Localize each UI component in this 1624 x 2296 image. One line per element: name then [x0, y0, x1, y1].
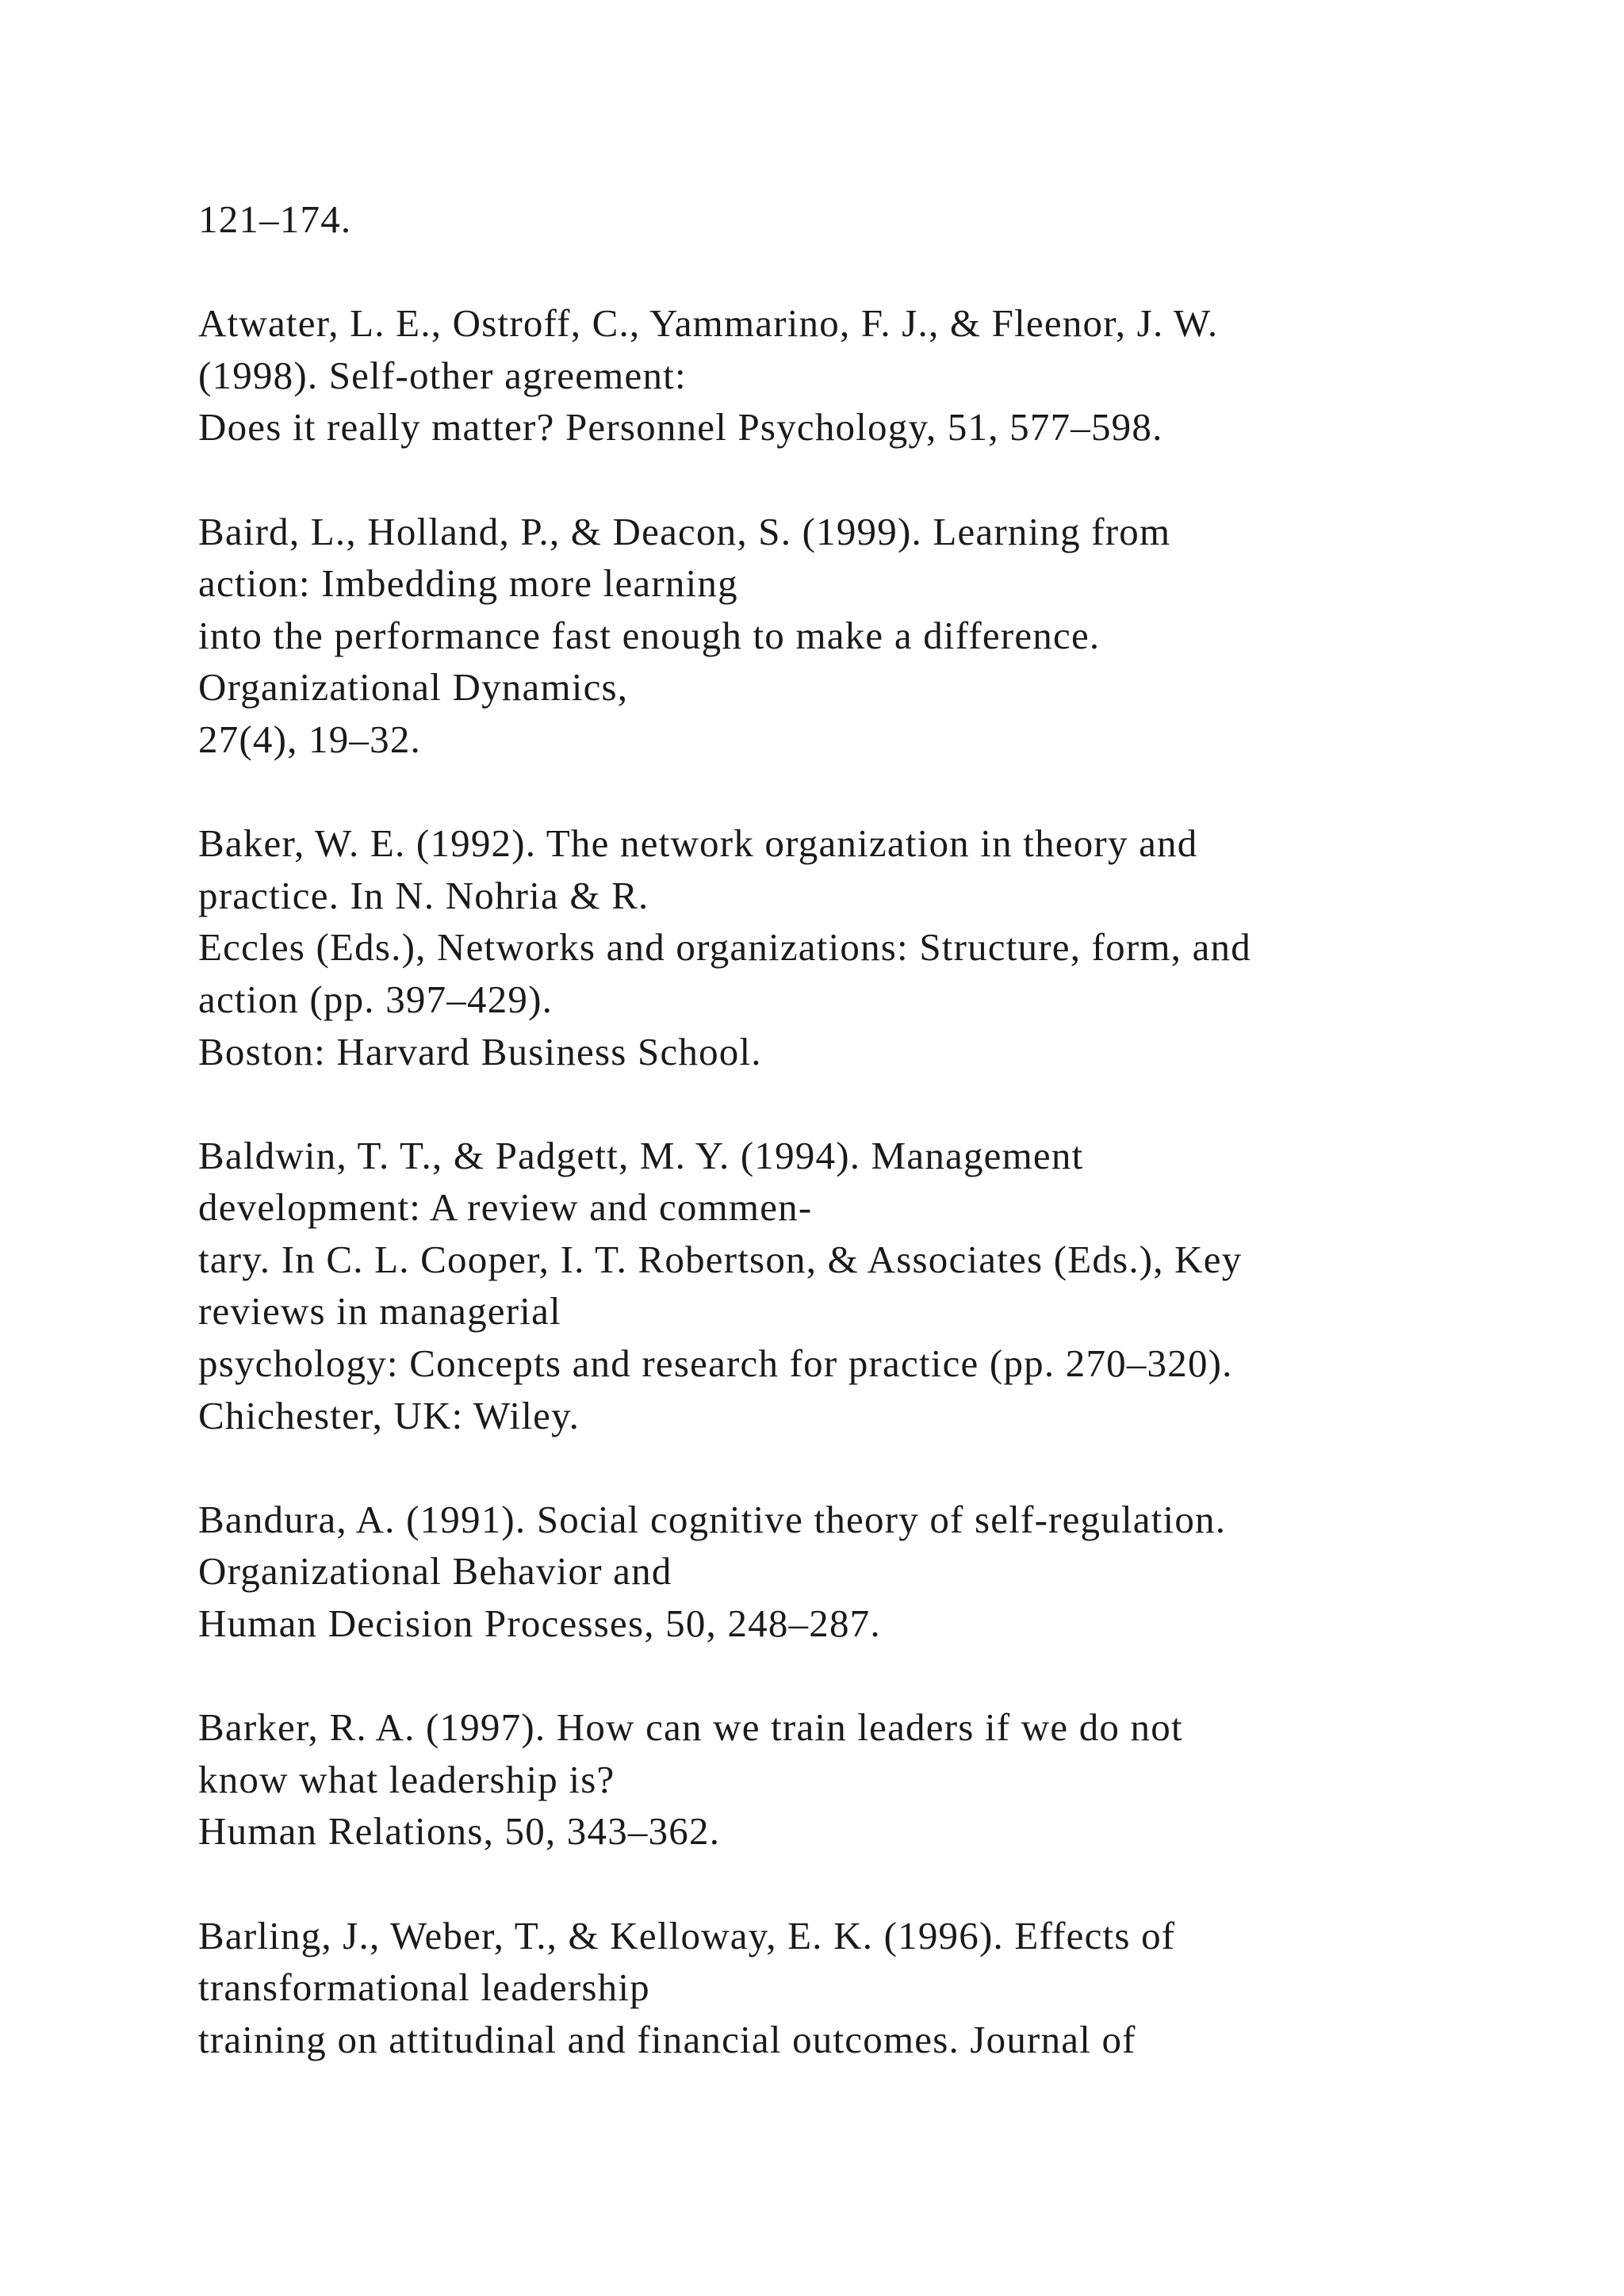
reference-line: 27(4), 19–32. — [198, 717, 421, 761]
reference-line: reviews in managerial — [198, 1289, 561, 1334]
reference-line: Barker, R. A. (1997). How can we train leaders if we do not — [198, 1705, 1183, 1750]
reference-line: transformational leadership — [198, 1965, 650, 2010]
reference-line: psychology: Concepts and research for practice (pp. 270–320). — [198, 1341, 1233, 1386]
reference-line: (1998). Self-other agreement: — [198, 353, 687, 397]
reference-line: development: A review and commen- — [198, 1185, 813, 1230]
reference-line: training on attitudinal and financial outcomes. Journal of — [198, 2017, 1136, 2061]
reference-list — [198, 193, 1546, 2118]
reference-line: 121–174. — [198, 197, 352, 241]
reference-line: tary. In C. L. Cooper, I. T. Robertson, & Associates (Eds.), Key — [198, 1237, 1243, 1281]
reference-line: Human Decision Processes, 50, 248–287. — [198, 1601, 881, 1646]
reference-line: Chichester, UK: Wiley. — [198, 1393, 580, 1437]
reference-line: Organizational Dynamics, — [198, 665, 629, 710]
reference-line: Baird, L., Holland, P., & Deacon, S. (1999). Learning from — [198, 509, 1171, 553]
reference-line: into the performance fast enough to make a difference. — [198, 613, 1101, 657]
reference-entry — [198, 193, 1546, 246]
reference-line: Does it really matter? Personnel Psychology, 51, 577–598. — [198, 405, 1163, 450]
reference-line: Human Relations, 50, 343–362. — [198, 1809, 721, 1854]
reference-entry — [198, 506, 1546, 766]
reference-entry — [198, 1910, 1546, 2066]
reference-line: Barling, J., Weber, T., & Kelloway, E. K. (1996). Effects of — [198, 1913, 1176, 1957]
reference-line: action: Imbedding more learning — [198, 561, 738, 606]
reference-entry — [198, 817, 1546, 1077]
reference-line: practice. In N. Nohria & R. — [198, 873, 649, 917]
reference-line: Organizational Behavior and — [198, 1549, 672, 1594]
reference-line: Bandura, A. (1991). Social cognitive theory of self-regulation. — [198, 1497, 1227, 1541]
reference-line: action (pp. 397–429). — [198, 977, 553, 1021]
reference-entry — [198, 1494, 1546, 1650]
reference-entry — [198, 1701, 1546, 1858]
reference-line: Baker, W. E. (1992). The network organization in theory and — [198, 821, 1198, 866]
reference-entry — [198, 1130, 1546, 1442]
reference-line: Eccles (Eds.), Networks and organizations: Structure, form, and — [198, 925, 1251, 970]
reference-entry — [198, 297, 1546, 453]
reference-line: know what leadership is? — [198, 1757, 615, 1801]
reference-line: Boston: Harvard Business School. — [198, 1029, 762, 1073]
reference-line: Baldwin, T. T., & Padgett, M. Y. (1994). Management — [198, 1133, 1084, 1177]
reference-line: Atwater, L. E., Ostroff, C., Yammarino, F. J., & Fleenor, J. W. — [198, 301, 1219, 346]
